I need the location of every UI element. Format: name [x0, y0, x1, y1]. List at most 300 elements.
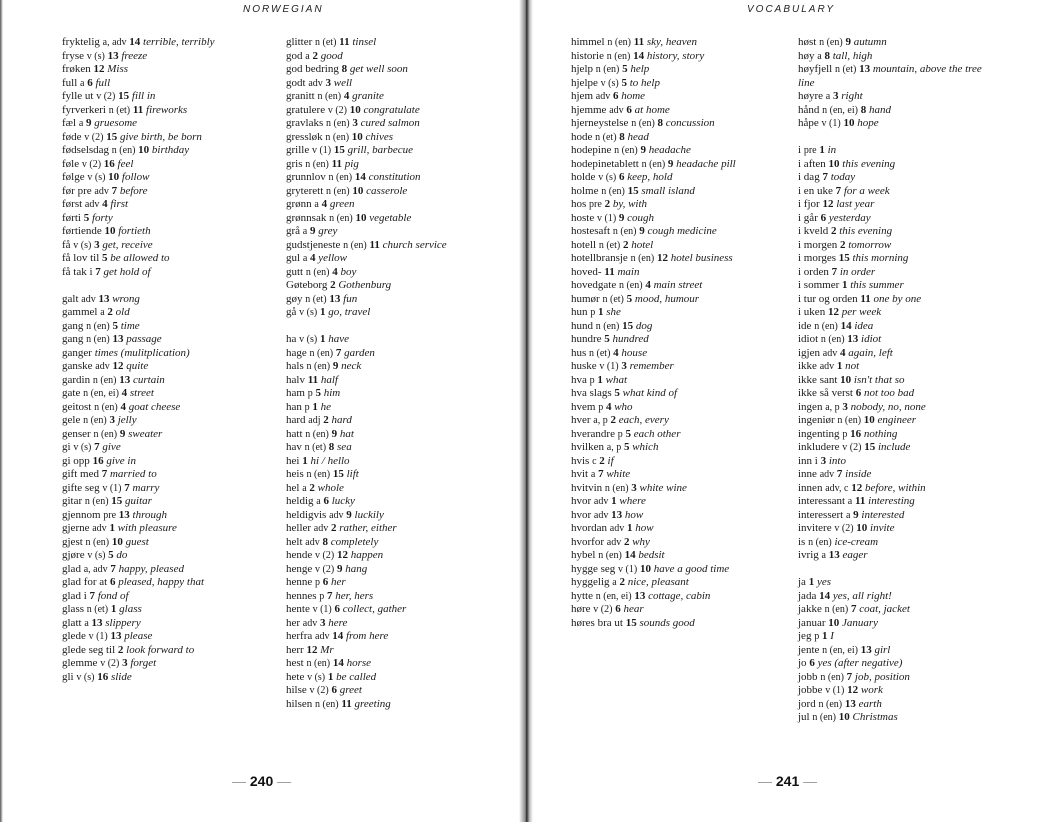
- vocab-entry: [571, 198, 771, 212]
- headword: hard: [286, 414, 306, 426]
- headword: hver: [571, 414, 591, 426]
- page-number-value: 241: [775, 773, 800, 789]
- grammar-label: pre: [589, 199, 602, 210]
- headword: ikke: [798, 360, 817, 372]
- translation: quite: [126, 360, 149, 372]
- translation: dog: [635, 319, 653, 332]
- grammar-label: n (en): [595, 64, 620, 75]
- lesson-number: 3: [94, 238, 100, 251]
- vocab-entry: [571, 333, 771, 347]
- translation: hi / hello: [310, 454, 350, 467]
- lesson-number: 10: [843, 117, 855, 129]
- lesson-number: 3: [621, 360, 627, 372]
- vocab-entry: [62, 522, 262, 536]
- translation: be allowed to: [110, 252, 170, 264]
- vocab-entry: [62, 536, 262, 550]
- vocab-entry: [62, 509, 262, 523]
- headword: hvilken: [571, 441, 604, 453]
- grammar-label: adv: [302, 617, 318, 629]
- translation: each other: [633, 427, 681, 440]
- translation: hang: [345, 562, 368, 575]
- headword: først: [62, 198, 83, 210]
- vocab-entry: [798, 212, 998, 226]
- translation: jelly: [117, 414, 137, 426]
- vocab-entry: [798, 698, 998, 712]
- grammar-label: p: [842, 428, 848, 440]
- lesson-number: 11: [339, 36, 350, 48]
- lesson-number: 3: [820, 454, 827, 467]
- lesson-number: 5: [83, 211, 90, 224]
- grammar-label: a: [314, 199, 319, 210]
- grammar-label: a: [612, 577, 617, 588]
- vocab-entry: [798, 306, 998, 320]
- grammar-label: n (en): [598, 550, 622, 561]
- headword: hjelp: [571, 63, 593, 75]
- lesson-number: 6: [109, 576, 116, 588]
- vocab-entry: [571, 590, 771, 604]
- vocab-entry: [798, 482, 998, 496]
- vocab-entry: [62, 347, 262, 361]
- lesson-number: 7: [89, 589, 95, 602]
- translation: good: [320, 49, 343, 62]
- lesson-number: 6: [820, 211, 827, 224]
- headword: i morges: [798, 252, 836, 264]
- grammar-label: v (s): [307, 671, 326, 683]
- lesson-number: 9: [310, 225, 316, 237]
- headword: håpe: [798, 117, 819, 129]
- grammar-label: n (et): [834, 64, 857, 75]
- lesson-number: 11: [331, 157, 343, 170]
- grammar-label: pre: [103, 509, 117, 521]
- lesson-number: 12: [827, 306, 839, 318]
- headword: få lov til: [62, 252, 100, 264]
- grammar-label: a: [845, 509, 851, 521]
- vocab-entry: [571, 171, 771, 185]
- grammar-label: v (s): [86, 50, 105, 62]
- headword: hovedgate: [571, 279, 617, 291]
- vocab-entry: [62, 225, 262, 239]
- translation: tomorrow: [848, 238, 892, 251]
- lesson-number: 8: [341, 63, 348, 75]
- grammar-label: a: [84, 617, 89, 629]
- vocab-entry: [571, 482, 771, 496]
- headword: hvit: [571, 468, 589, 480]
- grammar-label: n (en): [305, 266, 330, 278]
- lesson-number: 4: [645, 279, 651, 291]
- folio-dash: —: [232, 773, 246, 789]
- translation: give: [102, 441, 121, 453]
- translation: her, hers: [335, 589, 374, 602]
- headword: gli: [62, 670, 74, 683]
- grammar-label: v (1): [825, 685, 845, 696]
- headword: fryktelig: [62, 36, 100, 48]
- lesson-number: 8: [328, 441, 335, 453]
- translation: first: [110, 198, 129, 210]
- vocab-entry: [286, 374, 486, 388]
- translation: nothing: [863, 427, 898, 440]
- headword: glemme: [62, 657, 98, 669]
- running-header-right: VOCABULARY: [747, 4, 835, 15]
- grammar-label: v (2): [96, 91, 116, 102]
- grammar-label: n (et): [108, 104, 131, 116]
- headword: galt: [62, 292, 79, 305]
- vocab-entry: [798, 428, 998, 442]
- translation: tinsel: [352, 36, 377, 48]
- lesson-number: 7: [95, 265, 101, 278]
- headword: ingeniør: [798, 414, 835, 426]
- translation: yes: [816, 576, 831, 588]
- vocab-entry: [62, 617, 262, 631]
- headword: gi opp: [62, 454, 90, 467]
- translation: happen: [350, 549, 384, 561]
- vocab-entry: [798, 387, 998, 401]
- lesson-number: 3: [631, 481, 637, 494]
- headword: gang: [62, 333, 84, 345]
- grammar-label: n (en): [612, 226, 637, 237]
- grammar-label: n (en): [83, 415, 107, 426]
- translation: lift: [346, 468, 359, 480]
- grammar-label: pre: [803, 145, 817, 156]
- translation: neck: [341, 360, 362, 372]
- lesson-number: 11: [855, 495, 866, 507]
- headword: før pre: [62, 184, 92, 197]
- grammar-label: v (1): [618, 563, 638, 575]
- vocab-entry: [62, 563, 262, 577]
- lesson-number: 9: [336, 562, 343, 575]
- vocab-entry: [571, 212, 771, 226]
- translation: help: [630, 63, 650, 75]
- lesson-number: 13: [118, 508, 130, 521]
- grammar-label: a: [305, 50, 310, 62]
- headword: hvor: [571, 495, 592, 507]
- vocab-entry: [571, 279, 771, 293]
- letter-section-gap: [62, 279, 262, 293]
- grammar-label: adv: [308, 77, 323, 89]
- vocab-entry: [798, 495, 998, 509]
- grammar-label: n (en): [111, 145, 136, 156]
- lesson-number: 1: [598, 306, 604, 318]
- grammar-label: v (1): [821, 118, 841, 129]
- translation: collect, gather: [342, 603, 407, 615]
- headword: genser: [62, 427, 91, 440]
- grammar-label: n (en): [837, 415, 862, 426]
- headword: gratulere: [286, 103, 326, 116]
- translation: what kind of: [622, 387, 678, 399]
- headword: helt: [286, 535, 303, 548]
- headword: henge: [286, 562, 313, 575]
- letter-section-gap: [286, 320, 486, 334]
- translation: rather, either: [339, 522, 397, 534]
- translation: grill, barbecue: [347, 144, 414, 156]
- lesson-number: 2: [323, 414, 329, 426]
- grammar-label: v (2): [327, 104, 348, 116]
- headword: høyfjell: [798, 63, 833, 75]
- headword: heller: [286, 522, 312, 534]
- headword: her: [286, 616, 301, 629]
- lesson-number: 16: [97, 670, 109, 683]
- translation: at home: [634, 103, 670, 116]
- lesson-number: 11: [369, 238, 380, 251]
- translation: small island: [641, 184, 695, 197]
- lesson-number: 2: [330, 279, 336, 291]
- headword: hvor: [571, 508, 592, 521]
- translation: hundred: [612, 333, 649, 345]
- translation: concussion: [665, 117, 715, 129]
- vocab-entry: [62, 644, 262, 658]
- vocab-entry: [571, 320, 771, 334]
- headword: glitter: [286, 36, 313, 48]
- translation: cough: [627, 211, 655, 224]
- translation: today: [830, 171, 856, 183]
- lesson-number: 5: [604, 333, 610, 345]
- lesson-number: 5: [108, 549, 114, 561]
- lesson-number: 1: [597, 373, 603, 386]
- headword: hjemme: [571, 103, 607, 116]
- translation: chives: [365, 130, 394, 143]
- right-page: [526, 0, 1052, 822]
- headword: fyrverkeri: [62, 103, 106, 116]
- grammar-label: n (en): [309, 347, 334, 359]
- lesson-number: 15: [838, 252, 850, 264]
- vocab-entry: [571, 252, 771, 266]
- vocab-entry: [286, 266, 486, 280]
- translation: constitution: [368, 171, 421, 183]
- vocab-entry: [286, 509, 486, 523]
- translation: work: [860, 684, 883, 696]
- translation: forty: [91, 211, 113, 224]
- grammar-label: v (s): [73, 239, 92, 251]
- vocab-entry: [286, 603, 486, 617]
- vocab-entry: [798, 630, 998, 644]
- translation: time: [120, 319, 140, 332]
- headword: hos: [571, 198, 587, 210]
- headword: grønnsak: [286, 211, 327, 224]
- headword: granitt: [286, 90, 315, 102]
- vocab-entry: [571, 576, 771, 590]
- translation: fun: [343, 292, 358, 305]
- grammar-label: a, p: [606, 442, 622, 453]
- vocab-entry: [62, 333, 262, 347]
- lesson-number: 13: [329, 292, 341, 305]
- lesson-number: 10: [639, 562, 651, 575]
- vocab-entry: [62, 320, 262, 334]
- grammar-label: n (et): [589, 347, 611, 359]
- grammar-label: adv: [81, 293, 96, 305]
- translation: wrong: [112, 292, 140, 305]
- grammar-label: a: [78, 118, 84, 129]
- translation: curtain: [132, 373, 165, 386]
- vocab-entry: [571, 77, 771, 91]
- vocab-entry: [571, 36, 771, 50]
- headword: ikke sant: [798, 373, 838, 386]
- translation: main: [617, 265, 640, 278]
- vocab-entry: [798, 617, 998, 631]
- vocab-entry: [62, 576, 262, 590]
- grammar-label: n (et): [305, 293, 327, 305]
- lesson-number: 3: [109, 414, 115, 426]
- lesson-number: 7: [836, 468, 843, 480]
- lesson-number: 5: [623, 441, 630, 453]
- grammar-label: a, p: [825, 401, 840, 413]
- vocab-column-1: [62, 36, 262, 684]
- headword: hybel: [571, 549, 596, 561]
- headword: ham: [286, 387, 305, 399]
- grammar-label: v (s): [87, 172, 106, 183]
- lesson-number: 4: [613, 346, 619, 359]
- translation: per week: [841, 306, 882, 318]
- headword: i orden: [798, 265, 829, 278]
- translation: slippery: [105, 616, 141, 629]
- grammar-label: n (en): [824, 604, 849, 615]
- translation: with pleasure: [117, 522, 177, 534]
- vocab-entry: [286, 117, 486, 131]
- lesson-number: 4: [839, 346, 846, 359]
- lesson-number: 9: [119, 427, 126, 440]
- lesson-number: 7: [598, 468, 604, 480]
- grammar-label: n (en): [86, 334, 110, 345]
- headword: jobb: [798, 670, 818, 683]
- lesson-number: 10: [840, 373, 852, 386]
- translation: isn't that so: [853, 373, 905, 386]
- lesson-number: 15: [111, 495, 123, 507]
- headword: glad for at: [62, 576, 108, 588]
- headword: inkludere: [798, 441, 840, 453]
- vocab-entry: [62, 482, 262, 496]
- grammar-label: v (s): [299, 334, 318, 345]
- vocab-entry: [286, 549, 486, 563]
- lesson-number: 1: [836, 360, 843, 372]
- translation: to help: [629, 76, 660, 89]
- grammar-label: adj: [308, 415, 321, 426]
- translation: cough medicine: [647, 225, 717, 237]
- headword: hoved-: [571, 265, 602, 278]
- lesson-number: 1: [319, 333, 326, 345]
- vocab-entry: [798, 576, 998, 590]
- grammar-label: n (en): [305, 428, 329, 440]
- lesson-number: 6: [809, 657, 815, 669]
- headword: hvem: [571, 400, 596, 413]
- vocab-entry: [62, 590, 262, 604]
- vocab-entry: [571, 374, 771, 388]
- grammar-label: a: [590, 469, 596, 480]
- vocab-entry: [286, 590, 486, 604]
- grammar-label: n (en): [85, 536, 110, 548]
- headword: gele: [62, 414, 81, 426]
- translation: forget: [130, 657, 157, 669]
- headword: gå: [286, 306, 297, 318]
- lesson-number: 4: [120, 400, 126, 413]
- vocab-entry: [62, 198, 262, 212]
- vocab-entry: [571, 401, 771, 415]
- grammar-label: p: [598, 401, 604, 413]
- lesson-number: 11: [132, 103, 144, 116]
- translation: Gothenburg: [338, 279, 392, 291]
- vocab-entry: [62, 306, 262, 320]
- vocab-entry: [798, 536, 998, 550]
- vocab-entry: [286, 77, 486, 91]
- lesson-number: 13: [107, 49, 119, 62]
- headword: herr: [286, 643, 304, 656]
- translation: green: [329, 198, 355, 210]
- lesson-number: 6: [87, 76, 93, 89]
- headword: høyre: [798, 90, 824, 102]
- headword: i tur og orden: [798, 292, 858, 305]
- translation: sounds good: [639, 616, 695, 629]
- headword: ja: [798, 576, 806, 588]
- vocab-entry: [571, 347, 771, 361]
- vocab-entry: [798, 360, 998, 374]
- translation: bedsit: [638, 549, 665, 561]
- grammar-label: p: [304, 401, 310, 413]
- headword: få: [62, 238, 71, 251]
- vocab-entry: [286, 522, 486, 536]
- headword: humør: [571, 292, 600, 305]
- lesson-number: 6: [331, 684, 337, 696]
- lesson-number: 9: [618, 211, 625, 224]
- vocab-entry: [62, 360, 262, 374]
- headword: hende: [286, 549, 313, 561]
- grammar-label: a: [821, 550, 826, 561]
- headword: is: [798, 535, 806, 548]
- lesson-number: 1: [808, 576, 815, 588]
- grammar-label: a: [847, 496, 853, 507]
- lesson-number: 15: [625, 616, 637, 629]
- grammar-label: n (en): [614, 145, 638, 156]
- grammar-label: v (s): [73, 442, 92, 453]
- letter-section-gap: [798, 563, 998, 577]
- folio-dash: —: [803, 773, 818, 789]
- lesson-number: 4: [102, 198, 108, 210]
- translation: this evening: [839, 225, 893, 237]
- translation: be called: [336, 670, 377, 683]
- headword: holde: [571, 171, 596, 183]
- vocab-entry: [286, 198, 486, 212]
- headword: han: [286, 400, 302, 413]
- folio-dash: —: [277, 773, 292, 789]
- grammar-label: n (en): [343, 239, 367, 251]
- lesson-number: 8: [824, 49, 830, 62]
- grammar-label: v (2): [842, 442, 862, 453]
- grammar-label: n (en): [326, 185, 350, 197]
- grammar-label: p: [307, 388, 313, 399]
- headword: hytte: [571, 589, 593, 602]
- vocab-entry: [286, 347, 486, 361]
- lesson-number: 10: [111, 535, 123, 548]
- translation: tall, high: [832, 49, 873, 62]
- headword: grå: [286, 225, 301, 237]
- translation: fond of: [97, 589, 129, 602]
- lesson-number: 10: [856, 522, 868, 534]
- translation: again, left: [848, 346, 893, 359]
- lesson-number: 10: [828, 157, 840, 170]
- vocab-entry: [62, 657, 262, 671]
- page-number-left: [232, 773, 291, 789]
- grammar-label: p: [319, 590, 325, 602]
- vocab-entry: [798, 279, 998, 293]
- headword: hus: [571, 346, 587, 359]
- headword: hodepine: [571, 144, 612, 156]
- lesson-number: 5: [112, 319, 118, 332]
- lesson-number: 7: [124, 481, 130, 494]
- vocab-column-3: [571, 36, 771, 630]
- vocab-entry: [286, 401, 486, 415]
- grammar-label: v (s): [87, 550, 106, 561]
- vocab-entry: [798, 225, 998, 239]
- vocab-entry: [286, 63, 486, 77]
- translation: glass: [119, 603, 142, 615]
- translation: terrible, terribly: [143, 36, 215, 48]
- vocab-entry: [286, 576, 486, 590]
